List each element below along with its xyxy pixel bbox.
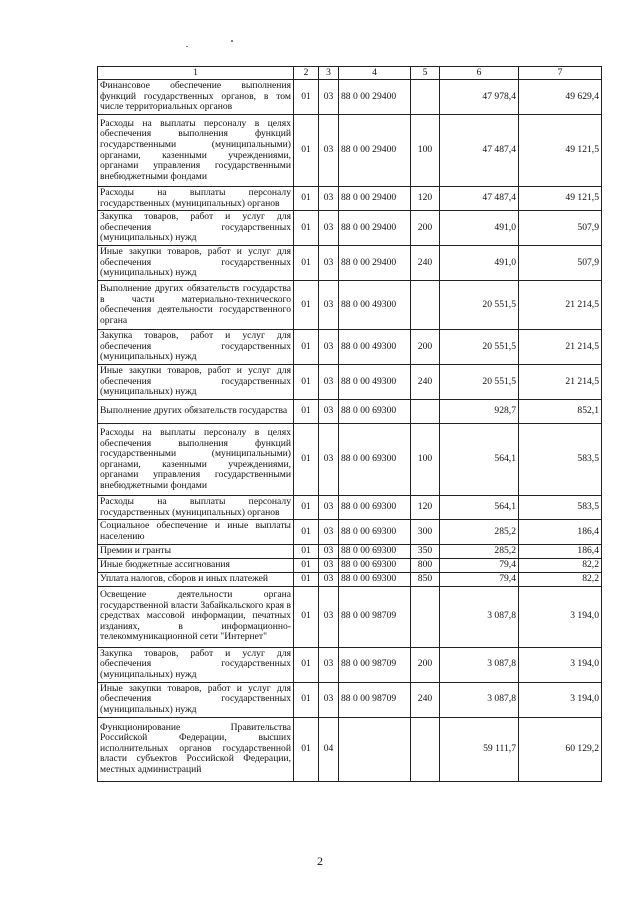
expense-type-cell: 240 [411,682,440,717]
section-code-cell: 01 [294,246,319,281]
table-row [98,246,602,281]
subsection-code-cell: 03 [319,496,339,520]
amount-year1-cell: 564,1 [440,424,519,496]
target-article-cell: 88 0 00 49300 [339,281,411,330]
subsection-code-cell: 03 [319,520,339,544]
expense-type-cell [411,281,440,330]
target-article-cell: 88 0 00 69300 [339,400,411,424]
table-row [98,365,602,400]
section-code-cell: 01 [294,520,319,544]
expense-type-cell [411,586,440,647]
expense-type-cell: 100 [411,424,440,496]
scan-speck [186,46,188,47]
row-name-cell: Финансовое обеспечение выполнения функций государственных органов, в том числе территориальных органов [98,80,294,115]
expense-type-cell [411,80,440,115]
subsection-code-cell: 03 [319,558,339,572]
section-code-cell: 01 [294,647,319,682]
subsection-code-cell: 03 [319,211,339,246]
expense-type-cell: 120 [411,187,440,211]
amount-year2-cell: 49 121,5 [519,115,602,187]
expense-type-cell [411,717,440,781]
expense-type-cell: 240 [411,246,440,281]
table-body [98,80,602,782]
subsection-code-cell: 03 [319,115,339,187]
section-code-cell: 01 [294,424,319,496]
amount-year1-cell: 285,2 [440,544,519,558]
row-name-cell: Расходы на выплаты персоналу в целях обеспечения выполнения функций государственными (муниципальными) органами, казенными учреждениями, органами управления государственными внебюджетными фондами [98,424,294,496]
row-name-cell: Иные закупки товаров, работ и услуг для обеспечения государственных (муниципальных) нужд [98,365,294,400]
section-code-cell: 01 [294,365,319,400]
budget-table [97,66,602,782]
amount-year1-cell: 564,1 [440,496,519,520]
target-article-cell: 88 0 00 69300 [339,544,411,558]
amount-year1-cell: 20 551,5 [440,330,519,365]
amount-year2-cell: 21 214,5 [519,365,602,400]
table-row [98,424,602,496]
subsection-code-cell: 03 [319,572,339,586]
table-row [98,544,602,558]
row-name-cell: Функционирование Правительства Российской Федерации, высших исполнительных органов государственной власти субъектов Российской Федерации, местных администраций [98,717,294,781]
row-name-cell: Расходы на выплаты персоналу государственных (муниципальных) органов [98,187,294,211]
amount-year1-cell: 47 978,4 [440,80,519,115]
scan-speck [231,40,233,42]
table-row [98,281,602,330]
table-row [98,647,602,682]
table-row [98,80,602,115]
expense-type-cell: 300 [411,520,440,544]
subsection-code-cell: 03 [319,281,339,330]
amount-year2-cell: 583,5 [519,424,602,496]
amount-year2-cell: 852,1 [519,400,602,424]
amount-year1-cell: 491,0 [440,211,519,246]
amount-year1-cell: 47 487,4 [440,187,519,211]
row-name-cell: Расходы на выплаты персоналу государственных (муниципальных) органов [98,496,294,520]
target-article-cell: 88 0 00 29400 [339,187,411,211]
table-row [98,187,602,211]
target-article-cell: 88 0 00 69300 [339,496,411,520]
row-name-cell: Закупка товаров, работ и услуг для обеспечения государственных (муниципальных) нужд [98,647,294,682]
amount-year2-cell: 507,9 [519,246,602,281]
col-header-5: 5 [411,67,440,80]
subsection-code-cell: 03 [319,647,339,682]
table-row [98,558,602,572]
amount-year1-cell: 47 487,4 [440,115,519,187]
target-article-cell: 88 0 00 98709 [339,682,411,717]
section-code-cell: 01 [294,717,319,781]
target-article-cell: 88 0 00 49300 [339,365,411,400]
section-code-cell: 01 [294,281,319,330]
subsection-code-cell: 03 [319,544,339,558]
row-name-cell: Выполнение других обязательств государства в части материально-технического обеспечения деятельности государственного органа [98,281,294,330]
subsection-code-cell: 03 [319,586,339,647]
target-article-cell: 88 0 00 49300 [339,330,411,365]
expense-type-cell: 350 [411,544,440,558]
header-row [98,67,602,80]
target-article-cell: 88 0 00 69300 [339,520,411,544]
expense-type-cell: 200 [411,211,440,246]
amount-year2-cell: 60 129,2 [519,717,602,781]
row-name-cell: Закупка товаров, работ и услуг для обеспечения государственных (муниципальных) нужд [98,330,294,365]
amount-year1-cell: 285,2 [440,520,519,544]
amount-year2-cell: 583,5 [519,496,602,520]
row-name-cell: Премии и гранты [98,544,294,558]
row-name-cell: Освещение деятельности органа государственной власти Забайкальского края в средствах массовой информации, печатных изданиях, в информационно-телекоммуникационной сети "Интернет" [98,586,294,647]
subsection-code-cell: 03 [319,187,339,211]
table-row [98,682,602,717]
row-name-cell: Иные бюджетные ассигнования [98,558,294,572]
table-row [98,115,602,187]
col-header-1: 1 [98,67,294,80]
target-article-cell: 88 0 00 29400 [339,246,411,281]
amount-year2-cell: 82,2 [519,572,602,586]
subsection-code-cell: 03 [319,80,339,115]
amount-year1-cell: 20 551,5 [440,281,519,330]
subsection-code-cell: 03 [319,682,339,717]
col-header-6: 6 [440,67,519,80]
table-row [98,211,602,246]
section-code-cell: 01 [294,572,319,586]
table-row [98,520,602,544]
section-code-cell: 01 [294,544,319,558]
amount-year2-cell: 49 629,4 [519,80,602,115]
amount-year2-cell: 21 214,5 [519,330,602,365]
expense-type-cell: 800 [411,558,440,572]
target-article-cell: 88 0 00 69300 [339,572,411,586]
amount-year1-cell: 3 087,8 [440,647,519,682]
table-row [98,330,602,365]
target-article-cell [339,717,411,781]
amount-year1-cell: 3 087,8 [440,586,519,647]
section-code-cell: 01 [294,211,319,246]
target-article-cell: 88 0 00 98709 [339,586,411,647]
row-name-cell: Иные закупки товаров, работ и услуг для обеспечения государственных (муниципальных) нужд [98,246,294,281]
expense-type-cell: 240 [411,365,440,400]
subsection-code-cell: 03 [319,400,339,424]
amount-year1-cell: 20 551,5 [440,365,519,400]
expense-type-cell: 200 [411,330,440,365]
row-name-cell: Уплата налогов, сборов и иных платежей [98,572,294,586]
section-code-cell: 01 [294,558,319,572]
amount-year1-cell: 491,0 [440,246,519,281]
subsection-code-cell: 03 [319,330,339,365]
table-row [98,572,602,586]
table-row [98,717,602,781]
col-header-4: 4 [339,67,411,80]
table-row [98,496,602,520]
row-name-cell: Иные закупки товаров, работ и услуг для обеспечения государственных (муниципальных) нужд [98,682,294,717]
target-article-cell: 88 0 00 29400 [339,211,411,246]
amount-year1-cell: 79,4 [440,558,519,572]
amount-year1-cell: 79,4 [440,572,519,586]
amount-year2-cell: 3 194,0 [519,586,602,647]
section-code-cell: 01 [294,115,319,187]
section-code-cell: 01 [294,80,319,115]
expense-type-cell: 120 [411,496,440,520]
subsection-code-cell: 03 [319,424,339,496]
section-code-cell: 01 [294,330,319,365]
amount-year2-cell: 3 194,0 [519,647,602,682]
section-code-cell: 01 [294,496,319,520]
section-code-cell: 01 [294,586,319,647]
amount-year2-cell: 507,9 [519,211,602,246]
page-number: 2 [317,854,323,868]
amount-year2-cell: 21 214,5 [519,281,602,330]
table-row [98,400,602,424]
subsection-code-cell: 03 [319,365,339,400]
expense-type-cell [411,400,440,424]
amount-year2-cell: 3 194,0 [519,682,602,717]
amount-year1-cell: 928,7 [440,400,519,424]
subsection-code-cell: 03 [319,246,339,281]
amount-year1-cell: 59 111,7 [440,717,519,781]
section-code-cell: 01 [294,187,319,211]
amount-year2-cell: 82,2 [519,558,602,572]
row-name-cell: Расходы на выплаты персоналу в целях обеспечения выполнения функций государственными (муниципальными) органами, казенными учреждениями, органами управления государственными внебюджетными фондами [98,115,294,187]
section-code-cell: 01 [294,682,319,717]
amount-year2-cell: 49 121,5 [519,187,602,211]
expense-type-cell: 100 [411,115,440,187]
target-article-cell: 88 0 00 29400 [339,80,411,115]
expense-type-cell: 200 [411,647,440,682]
col-header-3: 3 [319,67,339,80]
target-article-cell: 88 0 00 98709 [339,647,411,682]
amount-year2-cell: 186,4 [519,520,602,544]
target-article-cell: 88 0 00 69300 [339,424,411,496]
table-row [98,586,602,647]
section-code-cell: 01 [294,400,319,424]
amount-year2-cell: 186,4 [519,544,602,558]
target-article-cell: 88 0 00 69300 [339,558,411,572]
subsection-code-cell: 04 [319,717,339,781]
target-article-cell: 88 0 00 29400 [339,115,411,187]
row-name-cell: Закупка товаров, работ и услуг для обеспечения государственных (муниципальных) нужд [98,211,294,246]
row-name-cell: Выполнение других обязательств государства [98,400,294,424]
col-header-2: 2 [294,67,319,80]
col-header-7: 7 [519,67,602,80]
amount-year1-cell: 3 087,8 [440,682,519,717]
row-name-cell: Социальное обеспечение и иные выплаты населению [98,520,294,544]
expense-type-cell: 850 [411,572,440,586]
